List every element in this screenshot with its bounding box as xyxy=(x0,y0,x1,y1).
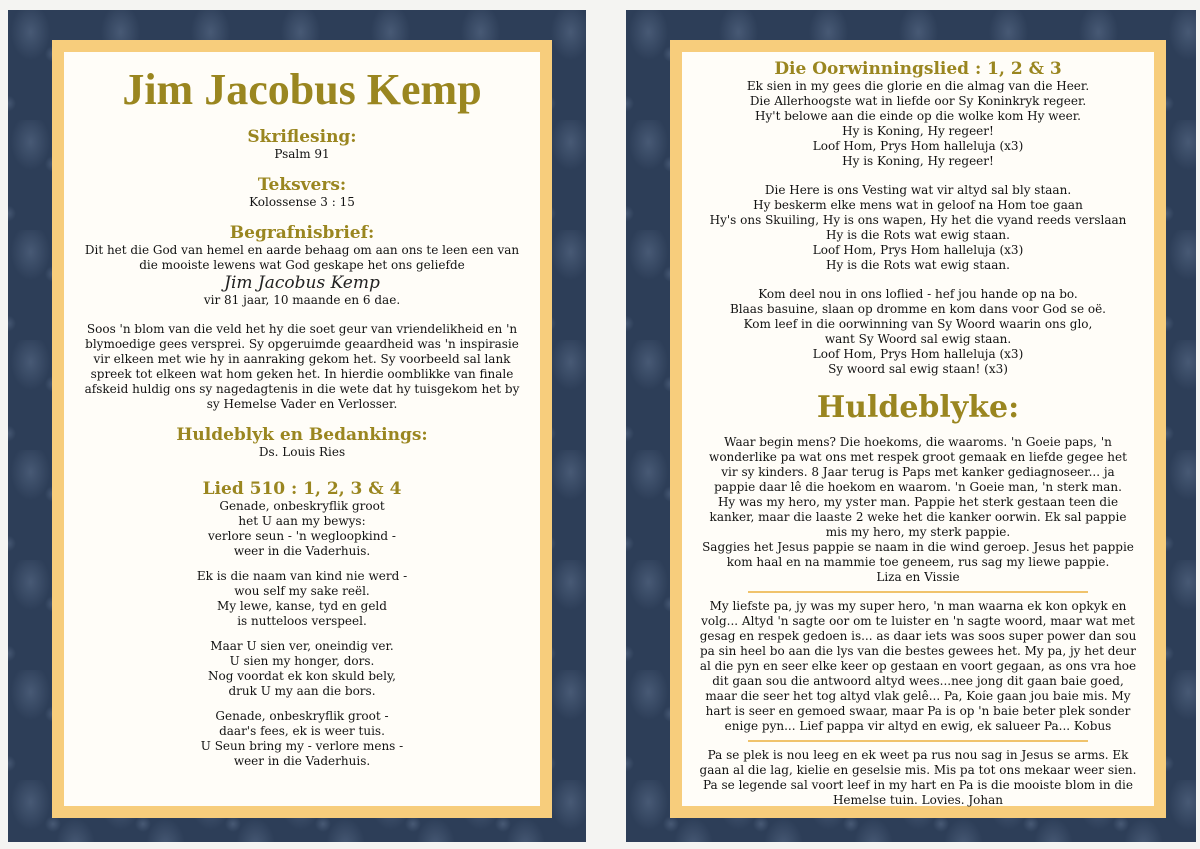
oorwinningslied-line: Die Here is ons Vesting wat vir altyd sal bly staan. xyxy=(764,183,1072,197)
huldeblyke-heading: Huldeblyke: xyxy=(816,390,1020,425)
begrafnisbrief-heading: Begrafnisbrief: xyxy=(229,223,375,243)
begrafnisbrief-line: die mooiste lewens wat God geskape het ons geliefde xyxy=(139,258,465,272)
oorwinningslied-heading: Die Oorwinningslied : 1, 2 & 3 xyxy=(774,59,1062,79)
oorwinningslied-line: want Sy Woord sal ewig staan. xyxy=(824,332,1012,346)
oorwinningslied-line: Hy't belowe aan die einde op die wolke kom Hy weer. xyxy=(755,109,1081,123)
oorwinningslied-line: Hy is Koning, Hy regeer! xyxy=(842,154,994,168)
right-page xyxy=(626,10,1196,842)
oorwinningslied-line: Loof Hom, Prys Hom halleluja (x3) xyxy=(812,243,1024,257)
lied-heading: Lied 510 : 1, 2, 3 & 4 xyxy=(202,479,402,499)
oorwinningslied-line: Loof Hom, Prys Hom halleluja (x3) xyxy=(812,139,1024,153)
lied-line: My lewe, kanse, tyd en geld xyxy=(217,599,387,613)
tribute-line: pappie daar lê die hoekom en waarom. 'n Goeie man, 'n sterk man. xyxy=(714,480,1122,494)
lied-line: weer in die Vaderhuis. xyxy=(233,754,371,768)
begrafnisbrief-paragraph-line: sy Hemelse Vader en Verlosser. xyxy=(206,397,398,411)
oorwinningslied-line: Blaas basuine, slaan op dromme en kom dans voor God se oë. xyxy=(729,302,1106,316)
lied-line: U sien my honger, dors. xyxy=(229,654,375,668)
tribute-line: wonderlike pa wat ons met respek groot gemaak en liefde gegee het xyxy=(709,450,1127,464)
begrafnisbrief-paragraph-line: Soos 'n blom van die veld het hy die soet geur van vriendelikheid en 'n xyxy=(86,322,518,336)
oorwinningslied-line: Sy woord sal ewig staan! (x3) xyxy=(828,362,1008,376)
begrafnisbrief-line: vir 81 jaar, 10 maande en 6 dae. xyxy=(203,293,401,307)
deceased-name: Jim Jacobus Kemp xyxy=(122,65,482,114)
lied-line: Maar U sien ver, oneindig ver. xyxy=(210,639,394,653)
tribute-line: kom haal en na mammie toe geneem, rus sag my liewe pappie. xyxy=(726,555,1110,569)
begrafnisbrief-paragraph-line: spreek tot elkeen wat hom geken het. In hierdie oomblikke van finale xyxy=(90,367,514,381)
lied-line: daar's fees, ek is weer tuis. xyxy=(219,724,385,738)
lied-line: verlore seun - 'n wegloopkind - xyxy=(208,529,396,543)
tribute-line: maar die seer het tog altyd vlak gelê... Pa, Koie gaan jou baie mis. My xyxy=(705,689,1131,703)
teksvers-heading: Teksvers: xyxy=(257,175,347,195)
lied-line: U Seun bring my - verlore mens - xyxy=(200,739,404,753)
oorwinningslied-line: Die Allerhoogste wat in liefde oor Sy Koninkryk regeer. xyxy=(749,94,1087,108)
skriflesing-text: Psalm 91 xyxy=(274,147,330,161)
tribute-line: gesag en respek gedoen is... as daar iets was soos super power dan sou xyxy=(699,629,1137,643)
lied-line: wou self my sake reël. xyxy=(234,584,370,598)
tribute-line: kanker, maar die laaste 2 weke het die kanker oorwin. Ek sal pappie xyxy=(709,510,1127,524)
right-gold-frame xyxy=(670,40,1166,818)
oorwinningslied-line: Hy is die Rots wat ewig staan. xyxy=(826,258,1010,272)
lied-line: is nutteloos verspeel. xyxy=(237,614,367,628)
name-signature: Jim Jacobus Kemp xyxy=(224,273,380,293)
tribute-line: My liefste pa, jy was my super hero, 'n man waarna ek kon opkyk en xyxy=(709,599,1127,613)
begrafnisbrief-line: Dit het die God van hemel en aarde behaag om aan ons te leen een van xyxy=(84,243,520,257)
oorwinningslied-line: Hy is die Rots wat ewig staan. xyxy=(826,228,1010,242)
tribute-line: vir sy kinders. 8 Jaar terug is Paps met kanker gediagnoseer... ja xyxy=(721,465,1115,479)
tribute-line: gaan al die lag, kielie en geselsie mis. Mis pa tot ons mekaar weer sien. xyxy=(699,763,1137,777)
tribute-line: enige pyn... Lief pappa vir altyd en ewig, ek salueer Pa... Kobus xyxy=(724,719,1112,733)
begrafnisbrief-paragraph-line: afskeid huldig ons sy nagedagtenis in die wete dat hy tuisgekom het by xyxy=(84,382,520,396)
lied-line: druk U my aan die bors. xyxy=(228,684,376,698)
oorwinningslied-line: Hy beskerm elke mens wat in geloof na Hom toe gaan xyxy=(753,198,1083,212)
tribute-divider xyxy=(748,740,1088,742)
oorwinningslied-line: Hy's ons Skuiling, Hy is ons wapen, Hy het die vyand reeds verslaan xyxy=(709,213,1127,227)
begrafnisbrief-paragraph-line: vir elkeen met wie hy in aanraking gekom het. Sy voorbeeld sal lank xyxy=(93,352,511,366)
lied-line: Genade, onbeskryflik groot xyxy=(219,499,385,513)
tribute-line: Saggies het Jesus pappie se naam in die wind geroep. Jesus het pappie xyxy=(702,540,1134,554)
oorwinningslied-line: Loof Hom, Prys Hom halleluja (x3) xyxy=(812,347,1024,361)
oorwinningslied-line: Kom leef in die oorwinning van Sy Woord waarin ons glo, xyxy=(743,317,1093,331)
tribute-line: Pa se plek is nou leeg en ek weet pa rus nou sag in Jesus se arms. Ek xyxy=(707,748,1129,762)
tribute-line: mis my hero, my sterk pappie. xyxy=(825,525,1011,539)
teksvers-text: Kolossense 3 : 15 xyxy=(249,195,355,209)
tribute-divider xyxy=(748,591,1088,593)
skriflesing-heading: Skriflesing: xyxy=(247,127,357,147)
tribute-line: volg... Altyd 'n sagte oor om te luister en 'n sagte woord, maar wat met xyxy=(701,614,1135,628)
tribute-line: Waar begin mens? Die hoekoms, die waaroms. 'n Goeie paps, 'n xyxy=(724,435,1112,449)
begrafnisbrief-paragraph-line: blymoedige gees versprei. Sy opgeruimde geaardheid was 'n inspirasie xyxy=(85,337,519,351)
lied-line: Nog voordat ek kon skuld bely, xyxy=(208,669,396,683)
lied-line: Genade, onbeskryflik groot - xyxy=(215,709,389,723)
left-page xyxy=(8,10,586,842)
tribute-line: pa sin heel bo aan die lys van die bestes gewees het. My pa, jy het deur xyxy=(699,644,1136,658)
oorwinningslied-line: Ek sien in my gees die glorie en die almag van die Heer. xyxy=(746,79,1090,93)
tribute-line: Pa se legende sal voort leef in my hart en Pa is die mooiste blom in die xyxy=(703,778,1133,792)
huldeblyk-bedankings-text: Ds. Louis Ries xyxy=(258,445,346,459)
oorwinningslied-line: Hy is Koning, Hy regeer! xyxy=(842,124,994,138)
lied-line: Ek is die naam van kind nie werd - xyxy=(196,569,408,583)
tribute-signoff: Liza en Vissie xyxy=(876,570,960,584)
tribute-line: al die pyn en seer elke keer op gestaan en voort gegaan, as ons vra hoe xyxy=(699,659,1137,673)
tribute-line: hart is seer en gemoed swaar, maar Pa is op 'n baie beter plek sonder xyxy=(705,704,1131,718)
huldeblyk-bedankings-heading: Huldeblyk en Bedankings: xyxy=(176,425,428,445)
right-sheet xyxy=(682,52,1154,806)
left-sheet xyxy=(64,52,540,806)
left-gold-frame xyxy=(52,40,552,818)
tribute-line: Hemelse tuin. Lovies. Johan xyxy=(832,793,1004,807)
oorwinningslied-line: Kom deel nou in ons loflied - hef jou hande op na bo. xyxy=(758,287,1078,301)
tribute-line: Hy was my hero, my yster man. Pappie het sterk gestaan teen die xyxy=(717,495,1119,509)
lied-line: het U aan my bewys: xyxy=(238,514,366,528)
lied-line: weer in die Vaderhuis. xyxy=(233,544,371,558)
tribute-line: dit gaan sou die antwoord altyd wees...nee jong dit gaan baie goed, xyxy=(712,674,1124,688)
